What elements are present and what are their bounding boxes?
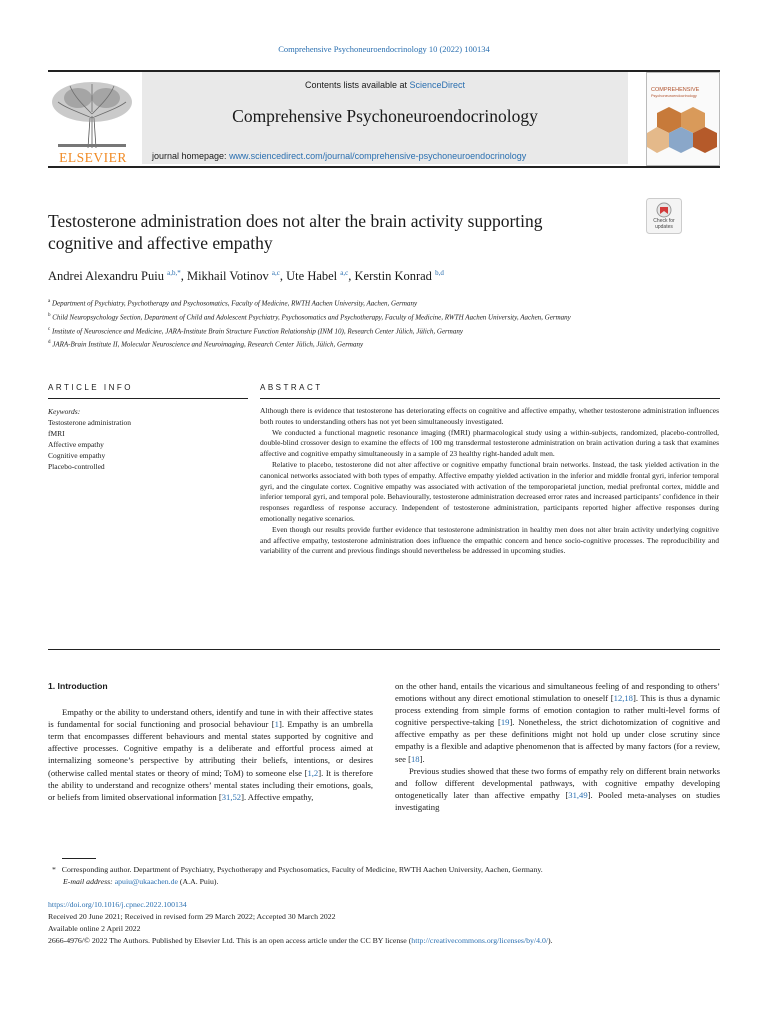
affiliation-item: $^c$ Institute of Neuroscience and Medicine, JARA-Institute Brain Structure Function Relationship (INM 10), Research Center Jülich, Jülich, Germany <box>48 326 463 335</box>
elsevier-wordmark[interactable]: ELSEVIER <box>59 150 127 165</box>
citation-link[interactable]: 19 <box>500 717 510 728</box>
abstract-paragraph: Even though our results provide further evidence that testosterone administration in healthy men does not alter brain activity underlying cognitive and affective empathy, testosterone administration does influence the empathic concern and hence socio-cognitive processes. The reproducibility and variability of the current and previous findings should nevertheless be addressed in upcoming studies. <box>260 524 719 556</box>
body-paragraph <box>395 680 720 765</box>
contents-prefix: Contents lists available at <box>304 80 410 90</box>
title-line: cognitive and affective empathy <box>48 233 273 253</box>
keyword: Affective empathy <box>48 440 104 449</box>
available-online: Available online 2 April 2022 <box>48 924 141 933</box>
abstract-paragraph: We conducted a functional magnetic resonance imaging (fMRI) pharmacological study using a within-subjects, randomized, placebo-controlled, double-blind crossover design to examine the effects of 100 mg transdermal testosterone administration on brain activation during a task that examines affective and cognitive empathy simultaneously in a sample of 23 healthy right-handed adult men. <box>260 427 719 459</box>
author-name: Andrei Alexandru Puiu <box>48 269 164 284</box>
check-for-updates-badge[interactable] <box>646 198 682 234</box>
article-title <box>48 210 628 254</box>
text-run: ]. Empathy is an umbrella term that encompasses different behaviours and mental states supported by cognitive and affective processes. Cognitive empathy is a deliberate and effortful process aimed at internalizing someone’s perspective by attributing their beliefs, intentions, or desires (otherwise called mental states or theory of mind; ToM) to someone else [ <box>48 719 373 778</box>
text-run: ]. Nonetheless, the strict dichotomization of cognitive and affective empathy as per these definitions might not hold up under close scrutiny since empathy is a flexible and adaptive phenomenon that is affected by many factors (for a review, see [ <box>395 717 721 764</box>
body-paragraph <box>395 765 720 813</box>
check-updates-label: Check for updates <box>653 218 675 230</box>
article-info-heading: ARTICLE INFO <box>48 383 133 392</box>
text-run: ]. Pooled meta-analyses on studies investigating <box>395 789 720 812</box>
author-affil-marks[interactable]: a,c <box>271 269 280 277</box>
abstract-body <box>260 406 719 557</box>
text-run: ]. Affective empathy, <box>241 791 314 802</box>
cover-title: COMPREHENSIVE <box>651 87 700 93</box>
text-run: ]. It is therefore the ability to understand and recognize others’ mental states including their emotions, goals, or beliefs from limited observational information [ <box>48 767 373 802</box>
body-paragraph <box>48 706 373 803</box>
body-column-right <box>395 680 720 813</box>
citation-link[interactable]: 1 <box>274 719 279 730</box>
author-name: Ute Habel <box>286 269 338 284</box>
title-line: Testosterone administration does not alter the brain activity supporting <box>48 211 543 231</box>
homepage-label: journal homepage: <box>152 151 230 161</box>
keywords-list <box>48 406 131 472</box>
citation-link[interactable]: 18 <box>410 753 420 764</box>
cover-subtitle: Psychoneuroendocrinology <box>651 94 697 98</box>
abstract-heading: ABSTRACT <box>260 383 323 392</box>
text-run: ]. <box>419 753 425 764</box>
citation-link[interactable]: 12,18 <box>613 693 633 704</box>
email-suffix: (A.A. Puiu). <box>177 877 219 886</box>
author-affil-marks[interactable]: a,b,* <box>167 269 181 277</box>
abstract-end-rule <box>48 649 720 650</box>
affiliations <box>48 296 668 351</box>
author-list: Andrei Alexandru Puiu $^{a,b,*}$, Mikhail Votinov $^{a,c}$, Ute Habel $^{a,c}$, Kerstin Konrad $^{b,d}$ <box>48 269 444 284</box>
footnote-mark: * <box>52 865 56 874</box>
footnote-text: Corresponding author. Department of Psychiatry, Psychotherapy and Psychosomatics, Faculty of Medicine, RWTH Aachen University, Aachen, Germany. <box>61 865 543 874</box>
keyword: fMRI <box>48 429 65 438</box>
body-column-left <box>48 680 373 803</box>
text-run: Previous studies showed that these two forms of empathy rely on different brain networks and follow different developmental pathways, with cognitive empathy developing ontogenetically later than affective empathy [ <box>395 765 720 800</box>
contents-line <box>142 80 628 90</box>
received-dates: Received 20 June 2021; Received in revised form 29 March 2022; Accepted 30 March 2022 <box>48 912 336 921</box>
email-label: E-mail address: <box>63 877 115 886</box>
keyword: Testosterone administration <box>48 418 131 427</box>
homepage-link[interactable]: www.sciencedirect.com/journal/comprehensive-psychoneuroendocrinology <box>229 151 527 161</box>
article-metadata <box>48 899 553 947</box>
affiliation-item: $^a$ Department of Psychiatry, Psychotherapy and Psychosomatics, Faculty of Medicine, RWTH Aachen University, Aachen, Germany <box>48 299 418 308</box>
author-name: Mikhail Votinov <box>186 269 269 284</box>
citation-link[interactable]: 31,52 <box>221 791 242 802</box>
license-link[interactable]: http://creativecommons.org/licenses/by/4.0/ <box>411 936 549 945</box>
affiliation-item: $^b$ Child Neuropsychology Section, Department of Child and Adolescent Psychiatry, Psychosomatics and Psychotherapy, Faculty of Medicine, RWTH Aachen University, Aachen, Germany <box>48 312 571 322</box>
journal-cover-thumbnail[interactable] <box>646 72 720 166</box>
license-line: 2666-4976/© 2022 The Authors. Published by Elsevier Ltd. This is an open access article under the CC BY license (http://creativecommons.org/licenses/by/4.0/). <box>48 936 553 945</box>
text-run: ]. This is thus a dynamic process extending from simple forms of emotion contagion to rather multi-level forms of cognitive perspective-taking [ <box>395 693 721 728</box>
author-name: Kerstin Konrad <box>354 269 432 284</box>
sciencedirect-link[interactable]: ScienceDirect <box>409 80 466 90</box>
doi-link[interactable]: https://doi.org/10.1016/j.cpnec.2022.100134 <box>48 900 187 909</box>
abstract-paragraph: Although there is evidence that testosterone has deteriorating effects on cognitive and affective empathy, whether testosterone administration influences both routes to understanding others has not yet been simultaneously investigated. <box>260 406 719 426</box>
section-heading: 1. Introduction <box>48 681 108 691</box>
citation-link[interactable]: 31,49 <box>568 789 588 800</box>
keywords-heading: Keywords: <box>48 407 81 416</box>
journal-reference[interactable]: Comprehensive Psychoneuroendocrinology 10 (2022) 100134 <box>278 44 490 54</box>
author-affil-marks[interactable]: b,d <box>435 269 444 277</box>
journal-title: Comprehensive Psychoneuroendocrinology <box>232 106 538 126</box>
journal-homepage <box>152 151 526 161</box>
abstract-rule <box>260 398 720 399</box>
text-run: on the other hand, entails the vicarious and simultaneous feeling of and responding to others’ emotions without any direct emotional stimulation to oneself [ <box>395 681 720 704</box>
keyword: Cognitive empathy <box>48 451 106 460</box>
email-link[interactable]: apuiu@ukaachen.de <box>114 877 178 886</box>
citation-link[interactable]: 1,2 <box>307 767 319 778</box>
text-run: Empathy or the ability to understand others, identify and tune in with their affective states is fundamental for social functioning and prosocial behaviour [ <box>48 707 373 730</box>
abstract-paragraph: Relative to placebo, testosterone did not alter affective or cognitive empathy functional brain networks. Instead, the task yielded activation in the canonical networks associated with both types of empathy. Affective empathy yielded activation in the inferior and middle frontal gyri, inferior temporal gyri, and the cingulate cortex. Cognitive empathy was associated with activation of the temporoparietal junction, medial prefrontal cortex, middle and inferior temporal gyri, and temporal pole. Behaviourally, testosterone administration decreased error rates and increased participants’ confidence in their responses regardless of response accuracy. Independent of testosterone administration, participants reported higher affective responses during emotionally negative scenarios. <box>260 459 719 523</box>
footnote-rule <box>62 858 96 859</box>
keyword: Placebo-controlled <box>48 462 105 471</box>
corresponding-author-footnote <box>52 864 543 888</box>
affiliation-item: $^d$ JARA-Brain Institute II, Molecular Neuroscience and Neuroimaging, Research Center Jülich, Jülich, Germany <box>48 340 364 349</box>
author-affil-marks[interactable]: a,c <box>340 269 349 277</box>
banner-bottom-rule <box>48 166 720 168</box>
article-info-rule <box>48 398 248 399</box>
